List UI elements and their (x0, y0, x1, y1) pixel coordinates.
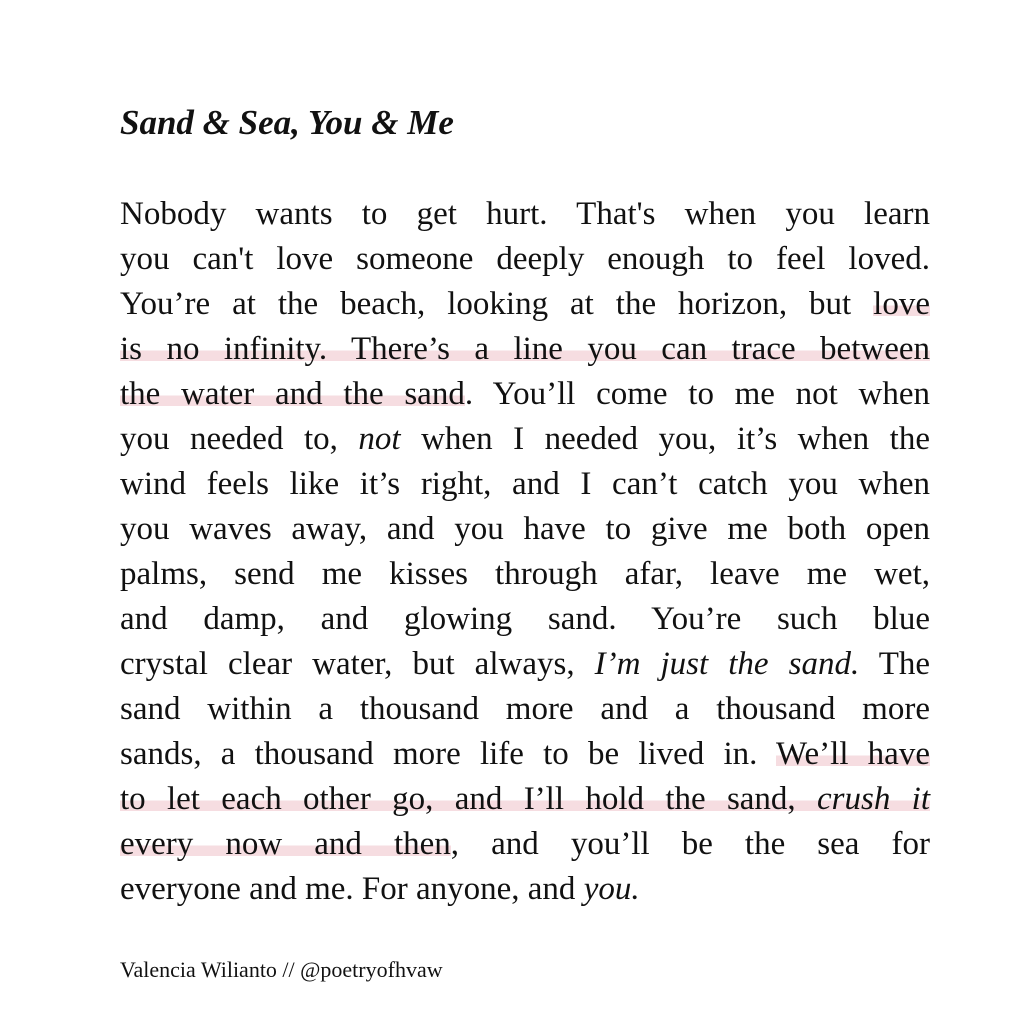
poem-line-9 (120, 552, 930, 597)
poem-line-7 (120, 462, 930, 507)
highlighted-text: the water and the sand (120, 376, 465, 412)
poem-line-11 (120, 642, 930, 687)
poem-line-14 (120, 777, 930, 822)
poem-line-5 (120, 372, 930, 417)
poem-text: . You’ll come to me not when (464, 376, 930, 412)
poem-title: Sand & Sea, You & Me (120, 103, 454, 142)
highlighted-text: love (873, 286, 930, 322)
poem-line-16 (120, 867, 930, 912)
poem-line-2 (120, 237, 930, 282)
poem-line-3 (120, 282, 930, 327)
poem-text: everyone and me. For anyone, and (120, 871, 584, 907)
poem-body (120, 192, 930, 912)
highlighted-text: We’ll have (776, 736, 930, 772)
poem-line-13 (120, 732, 930, 777)
poem-text: You’re at the beach, looking at the horizon, but (120, 286, 874, 322)
poem-text: when I needed you, it’s when the (400, 421, 930, 457)
italic-text: not (358, 421, 401, 457)
highlighted-text: to let each other go, and I’ll hold the sand, (120, 781, 818, 817)
poem-text: The (859, 646, 931, 682)
poem-line-8 (120, 507, 930, 552)
highlighted-text: every now and then (120, 826, 451, 862)
poem-text: palms, send me kisses through afar, leave me wet, (120, 556, 930, 592)
poem-text: sand within a thousand more and a thousand more (120, 691, 930, 727)
poem-text: sands, a thousand more life to be lived in. (120, 736, 777, 772)
poem-text: you needed to, (120, 421, 359, 457)
poem-line-15 (120, 822, 930, 867)
poem-text: you can't love someone deeply enough to feel loved. (120, 241, 930, 277)
poem-line-12 (120, 687, 930, 732)
highlighted-text: is no infinity. There’s a line you can trace between (120, 331, 930, 367)
poem-text: wind feels like it’s right, and I can’t catch you when (120, 466, 930, 502)
author-signature: Valencia Wilianto // @poetryofhvaw (120, 957, 443, 982)
italic-text: you. (583, 871, 640, 907)
poem-text: , and you’ll be the sea for (450, 826, 930, 862)
poem-line-10 (120, 597, 930, 642)
poem-line-4 (120, 327, 930, 372)
poem-text: you waves away, and you have to give me both open (120, 511, 930, 547)
poem-text: and damp, and glowing sand. You’re such blue (120, 601, 930, 637)
poem-text: crystal clear water, but always, (120, 646, 595, 682)
poem-text: Nobody wants to get hurt. That's when you learn (120, 196, 930, 232)
poem-line-1 (120, 192, 930, 237)
italic-text: I’m just the sand. (594, 646, 860, 682)
poem-line-6 (120, 417, 930, 462)
highlighted-italic-text: crush it (817, 781, 931, 817)
